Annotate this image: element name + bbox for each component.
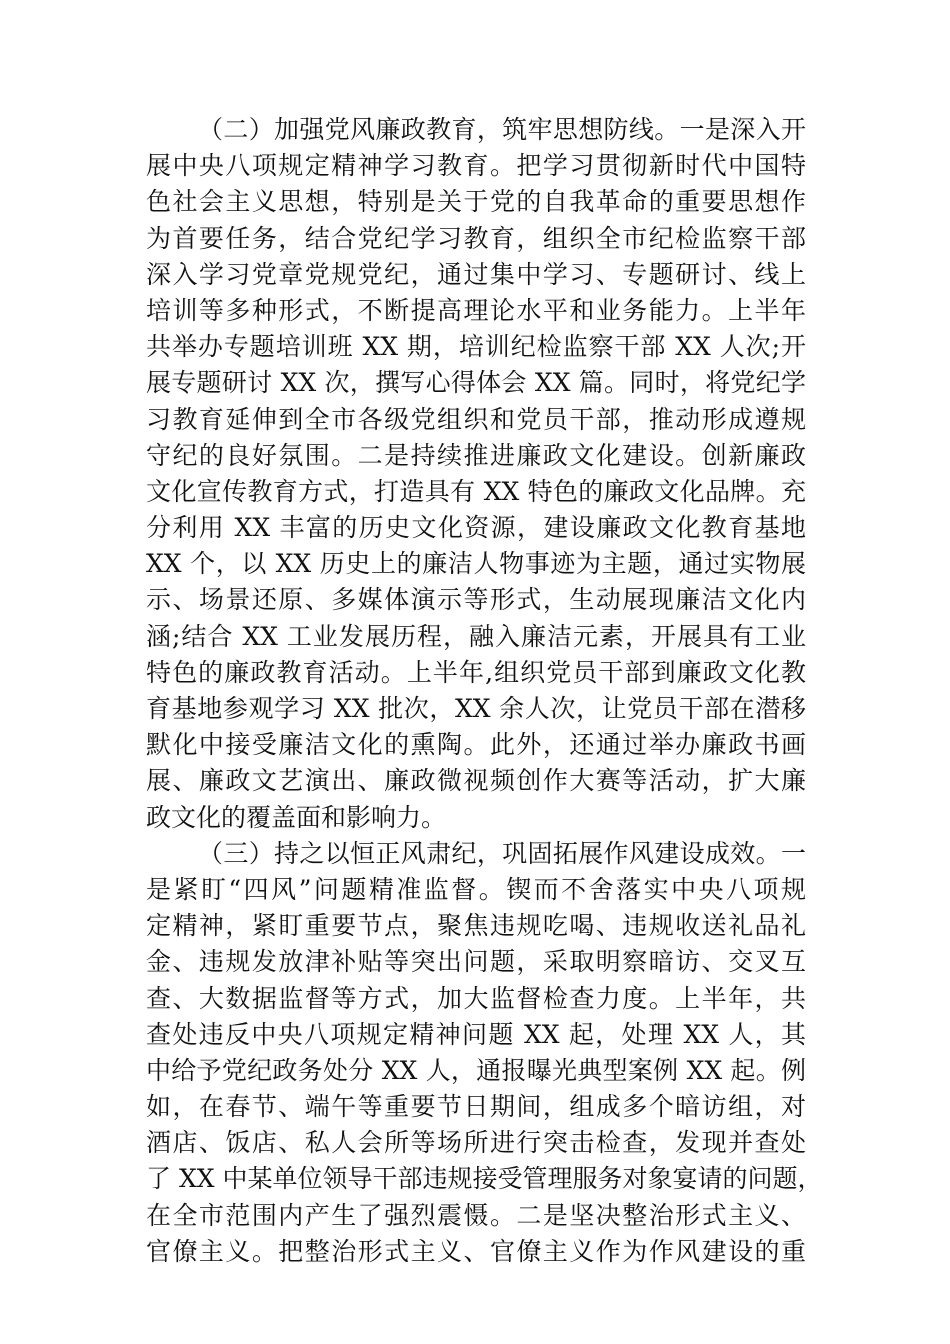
paragraph-line: XX 个，以 XX 历史上的廉洁人物事迹为主题，通过实物展 — [146, 549, 806, 579]
paragraph-line: 深入学习党章党规党纪，通过集中学习、专题研讨、线上 — [146, 259, 806, 289]
paragraph-line: 展、廉政文艺演出、廉政微视频创作大赛等活动，扩大廉 — [146, 766, 806, 796]
paragraph-line: 守纪的良好氛围。二是持续推进廉政文化建设。创新廉政 — [146, 440, 806, 470]
paragraph-line: 示、场景还原、多媒体演示等形式，生动展现廉洁文化内 — [146, 585, 806, 615]
paragraph-line: 金、违规发放津补贴等突出问题，采取明察暗访、交叉互 — [146, 947, 806, 977]
paragraph-party-conduct-education — [146, 112, 806, 836]
paragraph-line: 共举办专题培训班 XX 期，培训纪检监察干部 XX 人次;开 — [146, 332, 806, 362]
paragraph-line: 培训等多种形式，不断提高理论水平和业务能力。上半年 — [146, 295, 806, 325]
paragraph-line: 酒店、饭店、私人会所等场所进行突击检查，发现并查处 — [146, 1128, 806, 1158]
paragraph-line: 为首要任务，结合党纪学习教育，组织全市纪检监察干部 — [146, 223, 806, 253]
paragraph-line: 中给予党纪政务处分 XX 人，通报曝光典型案例 XX 起。例 — [146, 1055, 806, 1085]
paragraph-line: 了 XX 中某单位领导干部违规接受管理服务对象宴请的问题， — [146, 1164, 823, 1194]
paragraph-line: 色社会主义思想，特别是关于党的自我革命的重要思想作 — [146, 187, 806, 217]
paragraph-line: （二）加强党风廉政教育，筑牢思想防线。一是深入开 — [198, 115, 806, 144]
paragraph-line: 习教育延伸到全市各级党组织和党员干部，推动形成遵规 — [146, 404, 806, 434]
paragraph-line: （三）持之以恒正风肃纪，巩固拓展作风建设成效。一 — [198, 838, 806, 868]
paragraph-rectify-work-style — [146, 836, 823, 1270]
paragraph-line: 育基地参观学习 XX 批次，XX 余人次，让党员干部在潜移 — [146, 694, 806, 723]
paragraph-line: 定精神，紧盯重要节点，聚焦违规吃喝、违规收送礼品礼 — [146, 911, 806, 941]
paragraph-line: 官僚主义。把整治形式主义、官僚主义作为作风建设的重 — [146, 1236, 806, 1266]
paragraph-line: 政文化的覆盖面和影响力。 — [146, 802, 447, 832]
paragraph-line: 文化宣传教育方式，打造具有 XX 特色的廉政文化品牌。充 — [146, 476, 806, 506]
paragraph-line: 特色的廉政教育活动。上半年,组织党员干部到廉政文化教 — [146, 657, 806, 687]
paragraph-line: 查处违反中央八项规定精神问题 XX 起，处理 XX 人，其 — [146, 1019, 806, 1049]
paragraph-line: 是紧盯“四风”问题精准监督。锲而不舍落实中央八项规 — [146, 874, 806, 904]
paragraph-line: 默化中接受廉洁文化的熏陶。此外，还通过举办廉政书画 — [146, 730, 806, 760]
paragraph-line: 如，在春节、端午等重要节日期间，组成多个暗访组，对 — [146, 1092, 806, 1122]
paragraph-line: 涵;结合 XX 工业发展历程，融入廉洁元素，开展具有工业 — [146, 621, 806, 651]
paragraph-line: 展中央八项规定精神学习教育。把学习贯彻新时代中国特 — [146, 151, 806, 181]
paragraph-line: 在全市范围内产生了强烈震慑。二是坚决整治形式主义、 — [146, 1200, 806, 1230]
paragraph-line: 分利用 XX 丰富的历史文化资源，建设廉政文化教育基地 — [146, 513, 806, 543]
paragraph-line: 展专题研讨 XX 次，撰写心得体会 XX 篇。同时，将党纪学 — [146, 368, 806, 398]
document-body — [146, 112, 823, 1270]
paragraph-line: 查、大数据监督等方式，加大监督检查力度。上半年，共 — [146, 983, 806, 1013]
